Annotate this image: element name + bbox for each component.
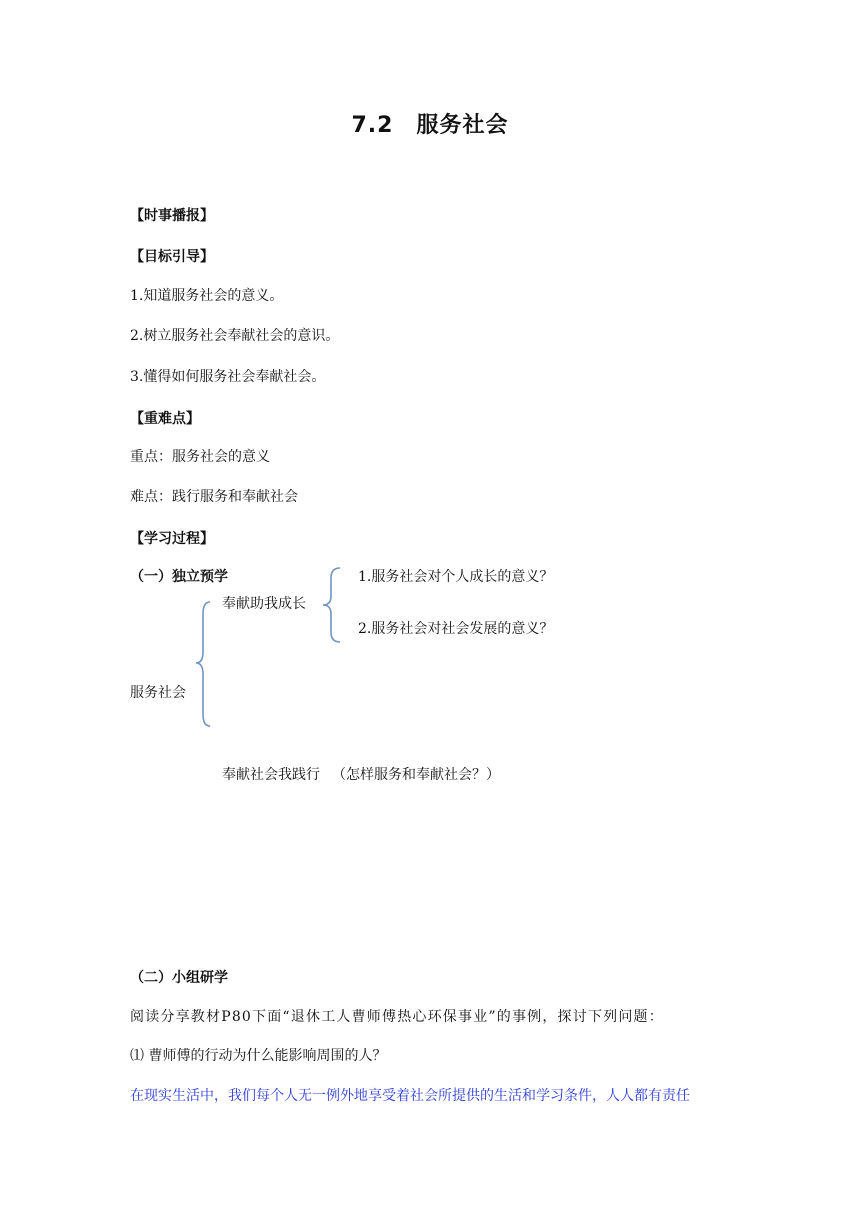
subsection-heading-independent: （一）独立预学 — [130, 569, 228, 585]
difficult-point: 难点：践行服务和奉献社会 — [130, 489, 298, 505]
large-brace-icon — [194, 600, 214, 728]
branch-practice-label: 奉献社会我践行 — [222, 767, 320, 783]
question-item: ⑴ 曹师傅的行动为什么能影响周围的人？ — [130, 1048, 387, 1064]
mindmap-leaf: 2.服务社会对社会发展的意义？ — [358, 621, 554, 637]
key-point: 重点：服务社会的意义 — [130, 449, 270, 465]
mindmap-root: 服务社会 — [130, 685, 186, 701]
section-heading-key-points: 【重难点】 — [130, 411, 200, 427]
subsection-heading-group: （二）小组研学 — [130, 970, 228, 986]
section-heading-current-affairs: 【时事播报】 — [130, 208, 214, 224]
answer-text: 在现实生活中，我们每个人无一例外地享受着社会所提供的生活和学习条件，人人都有责任 — [130, 1088, 690, 1104]
branch-practice-note: （怎样服务和奉献社会？） — [332, 767, 500, 783]
section-heading-objectives: 【目标引导】 — [130, 249, 214, 265]
group-intro: 阅读分享教材P80下面“退休工人曹师傅热心环保事业”的事例，探讨下列问题： — [130, 1009, 664, 1025]
objective-item: 1.知道服务社会的意义。 — [130, 288, 284, 304]
mindmap-branch-practice — [222, 764, 500, 784]
small-brace-icon — [320, 566, 344, 644]
page-title: 7.2 服务社会 — [351, 113, 509, 138]
mindmap-branch-growth: 奉献助我成长 — [222, 596, 306, 612]
section-heading-learning-process: 【学习过程】 — [130, 531, 214, 547]
objective-item: 3.懂得如何服务社会奉献社会。 — [130, 369, 326, 385]
objective-item: 2.树立服务社会奉献社会的意识。 — [130, 328, 340, 344]
mindmap-leaf: 1.服务社会对个人成长的意义？ — [358, 569, 554, 585]
